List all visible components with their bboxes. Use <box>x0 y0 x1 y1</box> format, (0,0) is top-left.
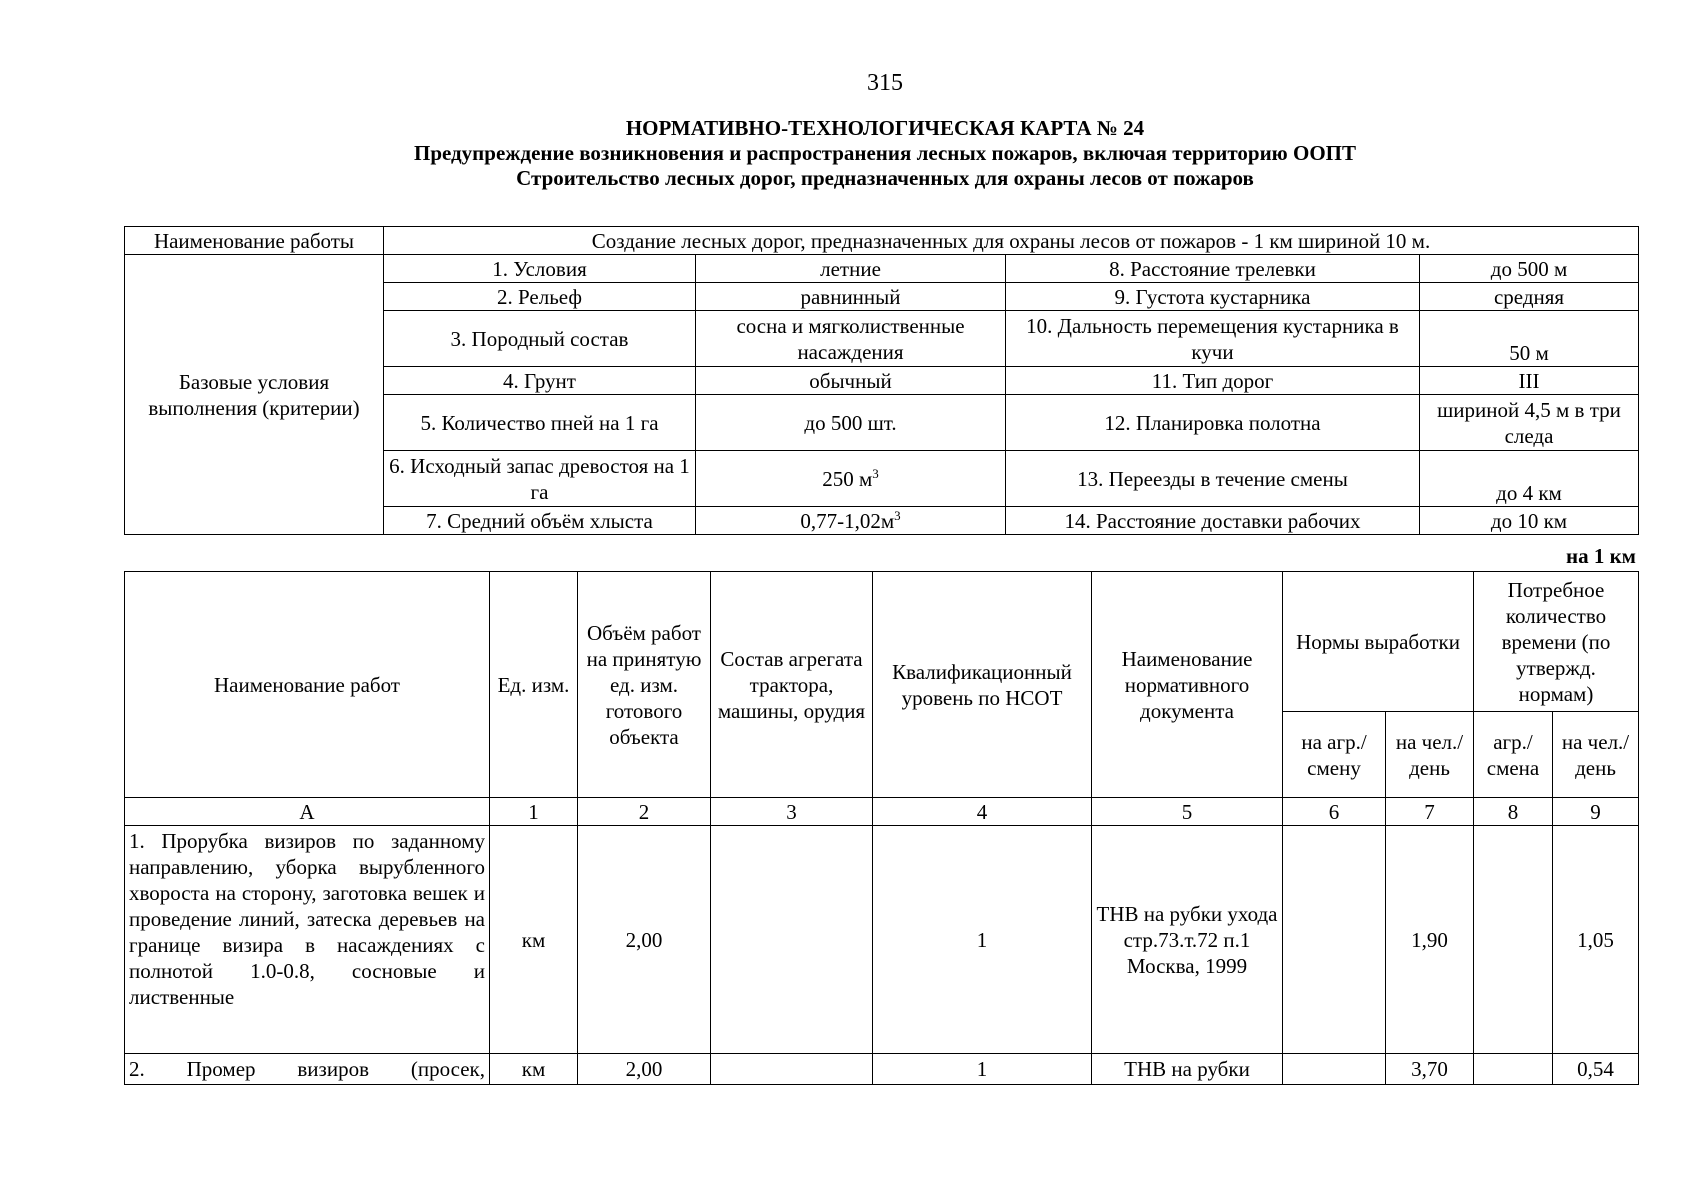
condition-name: 8. Расстояние трелевки <box>1006 255 1420 283</box>
header-name: Наименование работ <box>125 572 490 798</box>
page-number: 315 <box>867 70 903 96</box>
work-norm-agr <box>1283 826 1386 1054</box>
condition-name: 9. Густота кустарника <box>1006 283 1420 311</box>
work-norm-agr <box>1283 1054 1386 1085</box>
card-subtitle: Предупреждение возникновения и распространения лесных пожаров, включая территорию ООПТ <box>413 141 1356 165</box>
col-number: 6 <box>1283 798 1386 826</box>
col-number: 4 <box>873 798 1092 826</box>
col-number: А <box>125 798 490 826</box>
header-time-agr: агр./ смена <box>1474 712 1553 798</box>
work-composition <box>711 826 873 1054</box>
condition-value: до 10 км <box>1420 507 1639 535</box>
condition-name: 10. Дальность перемещения кустарника в кучи <box>1006 311 1420 367</box>
card-title: НОРМАТИВНО-ТЕХНОЛОГИЧЕСКАЯ КАРТА № 24 <box>625 116 1145 140</box>
work-qualification: 1 <box>873 826 1092 1054</box>
condition-name: 7. Средний объём хлыста <box>384 507 696 535</box>
work-name: 2. Промер визиров (просек, <box>125 1054 490 1085</box>
condition-value: средняя <box>1420 283 1639 311</box>
work-time-agr <box>1474 1054 1553 1085</box>
col-number: 5 <box>1092 798 1283 826</box>
header-norm-person: на чел./ день <box>1386 712 1474 798</box>
condition-name: 4. Грунт <box>384 367 696 395</box>
condition-value-text: 0,77-1,02м <box>800 508 895 533</box>
work-norm-person: 3,70 <box>1386 1054 1474 1085</box>
condition-name: 3. Породный состав <box>384 311 696 367</box>
condition-name: 14. Расстояние доставки рабочих <box>1006 507 1420 535</box>
condition-value: обычный <box>696 367 1006 395</box>
header-document: Наименование нормативного документа <box>1092 572 1283 798</box>
condition-value: летние <box>696 255 1006 283</box>
work-label: Наименование работы <box>125 227 384 255</box>
work-time-person: 0,54 <box>1553 1054 1639 1085</box>
header-time: Потребное количество времени (по утвержд. нормам) <box>1474 572 1639 712</box>
work-document: ТНВ на рубки ухода стр.73.т.72 п.1 Москва, 1999 <box>1092 826 1283 1054</box>
col-number: 9 <box>1553 798 1639 826</box>
work-unit: км <box>490 826 578 1054</box>
condition-name: 1. Условия <box>384 255 696 283</box>
superscript: 3 <box>872 465 879 481</box>
condition-value: 50 м <box>1420 311 1639 367</box>
header-composition: Состав агрегата трактора, машины, орудия <box>711 572 873 798</box>
work-composition <box>711 1054 873 1085</box>
condition-name: 2. Рельеф <box>384 283 696 311</box>
card-topic: Строительство лесных дорог, предназначенных для охраны лесов от пожаров <box>516 166 1254 190</box>
condition-value <box>696 507 1006 535</box>
work-unit: км <box>490 1054 578 1085</box>
table-row <box>125 826 1639 1054</box>
condition-value: до 4 км <box>1420 451 1639 507</box>
condition-name: 5. Количество пней на 1 га <box>384 395 696 451</box>
document-titles <box>0 116 1697 191</box>
work-time-person: 1,05 <box>1553 826 1639 1054</box>
condition-value: шириной 4,5 м в три следа <box>1420 395 1639 451</box>
header-norm-agr: на агр./ смену <box>1283 712 1386 798</box>
superscript: 3 <box>894 507 901 523</box>
condition-name: 11. Тип дорог <box>1006 367 1420 395</box>
condition-name: 6. Исходный запас древостоя на 1 га <box>384 451 696 507</box>
col-number: 7 <box>1386 798 1474 826</box>
col-number: 8 <box>1474 798 1553 826</box>
condition-value: сосна и мягколиственные насаждения <box>696 311 1006 367</box>
header-norms: Нормы выработки <box>1283 572 1474 712</box>
condition-value: равнинный <box>696 283 1006 311</box>
col-number: 1 <box>490 798 578 826</box>
work-time-agr <box>1474 826 1553 1054</box>
condition-value: до 500 шт. <box>696 395 1006 451</box>
work-document: ТНВ на рубки <box>1092 1054 1283 1085</box>
header-volume: Объём работ на принятую ед. изм. готового объекта <box>578 572 711 798</box>
work-volume: 2,00 <box>578 826 711 1054</box>
table-row <box>125 1054 1639 1085</box>
col-number: 3 <box>711 798 873 826</box>
unit-note: на 1 км <box>1565 544 1636 568</box>
col-number: 2 <box>578 798 711 826</box>
work-norm-person: 1,90 <box>1386 826 1474 1054</box>
work-value: Создание лесных дорог, предназначенных для охраны лесов от пожаров - 1 км шириной 10 м. <box>384 227 1639 255</box>
condition-name: 12. Планировка полотна <box>1006 395 1420 451</box>
condition-value-text: 250 м <box>822 466 873 491</box>
works-table <box>124 571 1639 1085</box>
condition-value <box>696 451 1006 507</box>
condition-value: до 500 м <box>1420 255 1639 283</box>
base-conditions-table <box>124 226 1639 535</box>
condition-name: 13. Переезды в течение смены <box>1006 451 1420 507</box>
work-qualification: 1 <box>873 1054 1092 1085</box>
work-volume: 2,00 <box>578 1054 711 1085</box>
header-unit: Ед. изм. <box>490 572 578 798</box>
header-qualification: Квалификационный уровень по НСОТ <box>873 572 1092 798</box>
base-conditions-label: Базовые условия выполнения (критерии) <box>125 255 384 535</box>
header-time-person: на чел./ день <box>1553 712 1639 798</box>
work-name: 1. Прорубка визиров по заданному направлению, уборка вырубленного хвороста на сторону, заготовка вешек и проведение линий, затеска деревьев на границе визира в насаждениях с полнотой 1.0-0.8, сосновые и лиственные <box>125 826 490 1054</box>
condition-value: III <box>1420 367 1639 395</box>
